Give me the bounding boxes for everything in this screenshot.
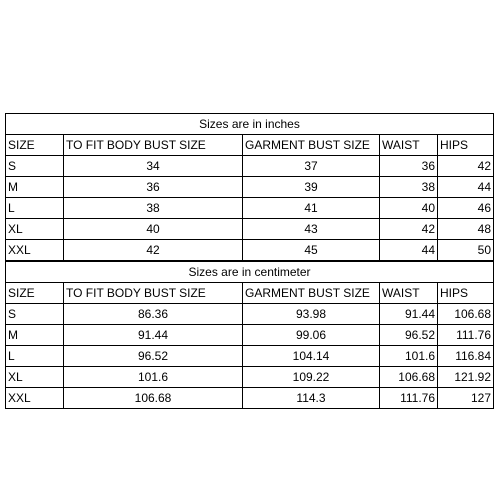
column-header-body-bust: TO FIT BODY BUST SIZE <box>64 135 243 156</box>
waist-cell: 42 <box>380 219 438 240</box>
body-bust-cell: 34 <box>64 156 243 177</box>
waist-cell: 40 <box>380 198 438 219</box>
size-cell: XXL <box>6 240 64 261</box>
size-cell: M <box>6 177 64 198</box>
body-bust-cell: 106.68 <box>64 388 243 409</box>
hips-cell: 48 <box>438 219 494 240</box>
size-cell: L <box>6 198 64 219</box>
column-header-hips: HIPS <box>438 283 494 304</box>
table-title: Sizes are in inches <box>6 114 494 135</box>
garment-bust-cell: 93.98 <box>243 304 380 325</box>
body-bust-cell: 40 <box>64 219 243 240</box>
hips-cell: 116.84 <box>438 346 494 367</box>
waist-cell: 111.76 <box>380 388 438 409</box>
size-cell: S <box>6 304 64 325</box>
garment-bust-cell: 37 <box>243 156 380 177</box>
column-header-size: SIZE <box>6 135 64 156</box>
waist-cell: 101.6 <box>380 346 438 367</box>
body-bust-cell: 101.6 <box>64 367 243 388</box>
table-row <box>6 177 494 198</box>
garment-bust-cell: 99.06 <box>243 325 380 346</box>
column-header-size: SIZE <box>6 283 64 304</box>
size-cell: XXL <box>6 388 64 409</box>
waist-cell: 96.52 <box>380 325 438 346</box>
column-header-waist: WAIST <box>380 135 438 156</box>
table-row <box>6 156 494 177</box>
garment-bust-cell: 39 <box>243 177 380 198</box>
table-row <box>6 304 494 325</box>
table-row <box>6 388 494 409</box>
size-cell: XL <box>6 219 64 240</box>
table-title: Sizes are in centimeter <box>6 262 494 283</box>
hips-cell: 42 <box>438 156 494 177</box>
size-chart-centimeter-table <box>5 261 494 409</box>
table-title-row <box>6 114 494 135</box>
body-bust-cell: 38 <box>64 198 243 219</box>
table-row <box>6 367 494 388</box>
waist-cell: 36 <box>380 156 438 177</box>
hips-cell: 46 <box>438 198 494 219</box>
table-row <box>6 325 494 346</box>
garment-bust-cell: 45 <box>243 240 380 261</box>
column-header-hips: HIPS <box>438 135 494 156</box>
hips-cell: 44 <box>438 177 494 198</box>
size-cell: L <box>6 346 64 367</box>
hips-cell: 50 <box>438 240 494 261</box>
garment-bust-cell: 104.14 <box>243 346 380 367</box>
table-row <box>6 346 494 367</box>
size-chart-inches-table <box>5 113 494 261</box>
column-header-garment-bust: GARMENT BUST SIZE <box>243 135 380 156</box>
column-header-waist: WAIST <box>380 283 438 304</box>
table-header-row <box>6 283 494 304</box>
body-bust-cell: 36 <box>64 177 243 198</box>
column-header-garment-bust: GARMENT BUST SIZE <box>243 283 380 304</box>
table-row <box>6 219 494 240</box>
table-header-row <box>6 135 494 156</box>
garment-bust-cell: 43 <box>243 219 380 240</box>
table-row <box>6 240 494 261</box>
body-bust-cell: 86.36 <box>64 304 243 325</box>
waist-cell: 44 <box>380 240 438 261</box>
hips-cell: 111.76 <box>438 325 494 346</box>
garment-bust-cell: 114.3 <box>243 388 380 409</box>
table-row <box>6 198 494 219</box>
body-bust-cell: 91.44 <box>64 325 243 346</box>
size-cell: XL <box>6 367 64 388</box>
size-cell: M <box>6 325 64 346</box>
garment-bust-cell: 109.22 <box>243 367 380 388</box>
garment-bust-cell: 41 <box>243 198 380 219</box>
waist-cell: 38 <box>380 177 438 198</box>
body-bust-cell: 96.52 <box>64 346 243 367</box>
body-bust-cell: 42 <box>64 240 243 261</box>
column-header-body-bust: TO FIT BODY BUST SIZE <box>64 283 243 304</box>
hips-cell: 127 <box>438 388 494 409</box>
waist-cell: 106.68 <box>380 367 438 388</box>
hips-cell: 106.68 <box>438 304 494 325</box>
table-title-row <box>6 262 494 283</box>
size-cell: S <box>6 156 64 177</box>
hips-cell: 121.92 <box>438 367 494 388</box>
waist-cell: 91.44 <box>380 304 438 325</box>
